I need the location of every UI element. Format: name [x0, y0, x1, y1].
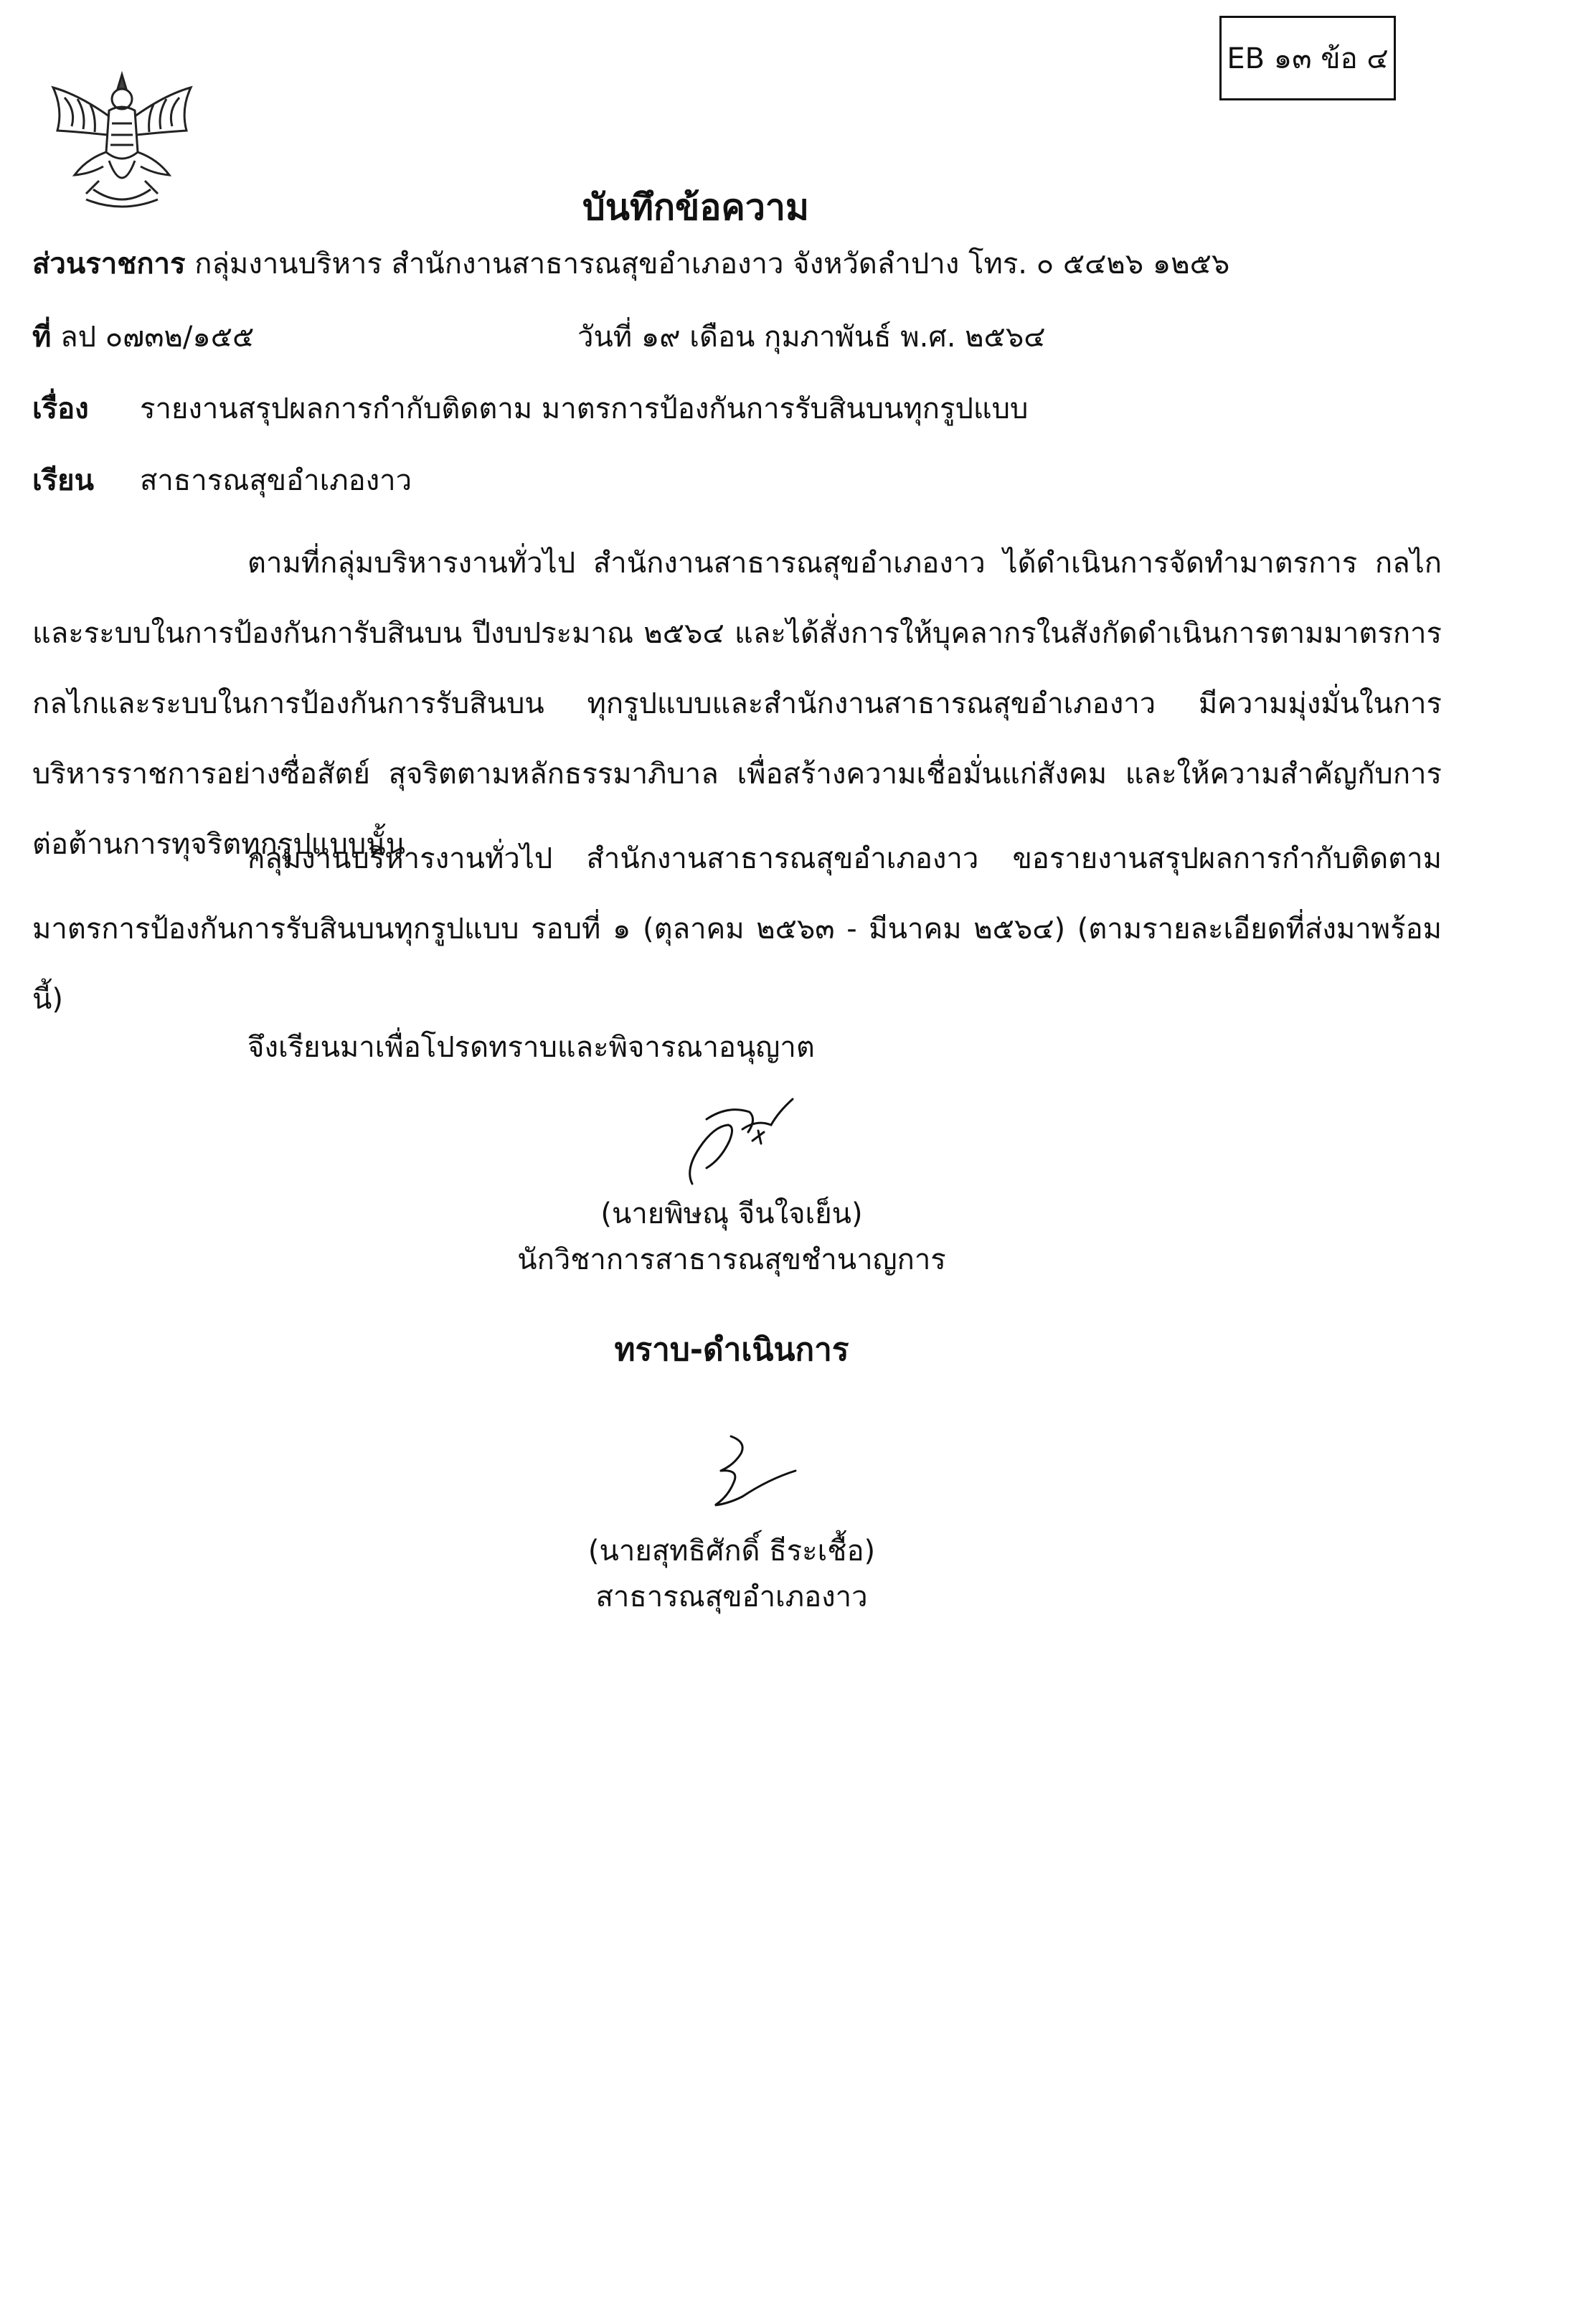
body-paragraph-2: กลุ่มงานบริหารงานทั่วไป สำนักงานสาธารณสุขอำเภองาว ขอรายงานสรุปผลการกำกับติดตามมาตรการป้องกันการรับสินบนทุกรูปแบบ รอบที่ ๑ (ตุลาคม ๒๕๖๓ - มีนาคม ๒๕๖๔) (ตามรายละเอียดที่ส่งมาพร้อมนี้) [32, 842, 1442, 1016]
body-paragraph-1: ตามที่กลุ่มบริหารงานทั่วไป สำนักงานสาธารณสุขอำเภองาว ได้ดำเนินการจัดทำมาตรการ กลไกและระบบในการป้องกันการับสินบน ปีงบประมาณ ๒๕๖๔ และได้สั่งการให้บุคลากรในสังกัดดำเนินการตามมาตรการ กลไกและระบบในการป้องกันการรับสินบน ทุกรูปแบบและสำนักงานสาธารณสุขอำเภองาว มีความมุ่งมั่นในการบริหารราชการอย่างซื่อสัตย์ สุจริตตามหลักธรรมาภิบาล เพื่อสร้างความเชื่อมั่นแก่สังคม และให้ความสำคัญกับการต่อต้านการทุจริตทุกรูปแบบนั้น [32, 547, 1442, 861]
signer-2-name: (นายสุทธิศักดิ์ ธีระเชื้อ) [587, 1535, 876, 1568]
ref-number: ลป ๐๗๓๒/๑๕๕ [60, 321, 255, 354]
signature-1-icon [664, 1091, 800, 1191]
ref-date-row [32, 316, 1442, 359]
agency-value: กลุ่มงานบริหาร สำนักงานสาธารณสุขอำเภองาว จังหวัดลำปาง โทร. ๐ ๕๔๒๖ ๑๒๕๖ [194, 248, 1230, 281]
subject-value: รายงานสรุปผลการกำกับติดตาม มาตรการป้องกันการรับสินบนทุกรูปแบบ [140, 392, 1029, 425]
recipient-row [32, 459, 1442, 502]
closing-line: จึงเรียนมาเพื่อโปรดทราบและพิจารณาอนุญาต [247, 1031, 815, 1064]
memo-title: บันทึกข้อความ [582, 187, 809, 228]
date-value: วันที่ ๑๙ เดือน กุมภาพันธ์ พ.ศ. ๒๕๖๔ [577, 321, 1046, 354]
signer-1-name: (นายพิษณุ จีนใจเย็น) [600, 1197, 863, 1230]
signer-2-block [445, 1528, 1019, 1620]
signer-2-position: สาธารณสุขอำเภองาว [595, 1581, 868, 1614]
recipient-value: สาธารณสุขอำเภองาว [140, 464, 412, 497]
signer-1-block [445, 1191, 1019, 1283]
agency-label: ส่วนราชการ [32, 248, 186, 281]
approval-text: ทราบ-ดำเนินการ [614, 1332, 849, 1368]
signature-2-icon [699, 1428, 800, 1514]
reference-code: EB ๑๓ ข้อ ๔ [1227, 42, 1389, 75]
recipient-label: เรียน [32, 464, 94, 497]
signer-1-position: นักวิชาการสาธารณสุขชำนาญการ [517, 1243, 946, 1276]
agency-row [32, 242, 1229, 286]
ref-label: ที่ [32, 321, 52, 354]
subject-label: เรื่อง [32, 392, 89, 425]
reference-code-box [1219, 16, 1396, 100]
subject-row [32, 387, 1442, 430]
